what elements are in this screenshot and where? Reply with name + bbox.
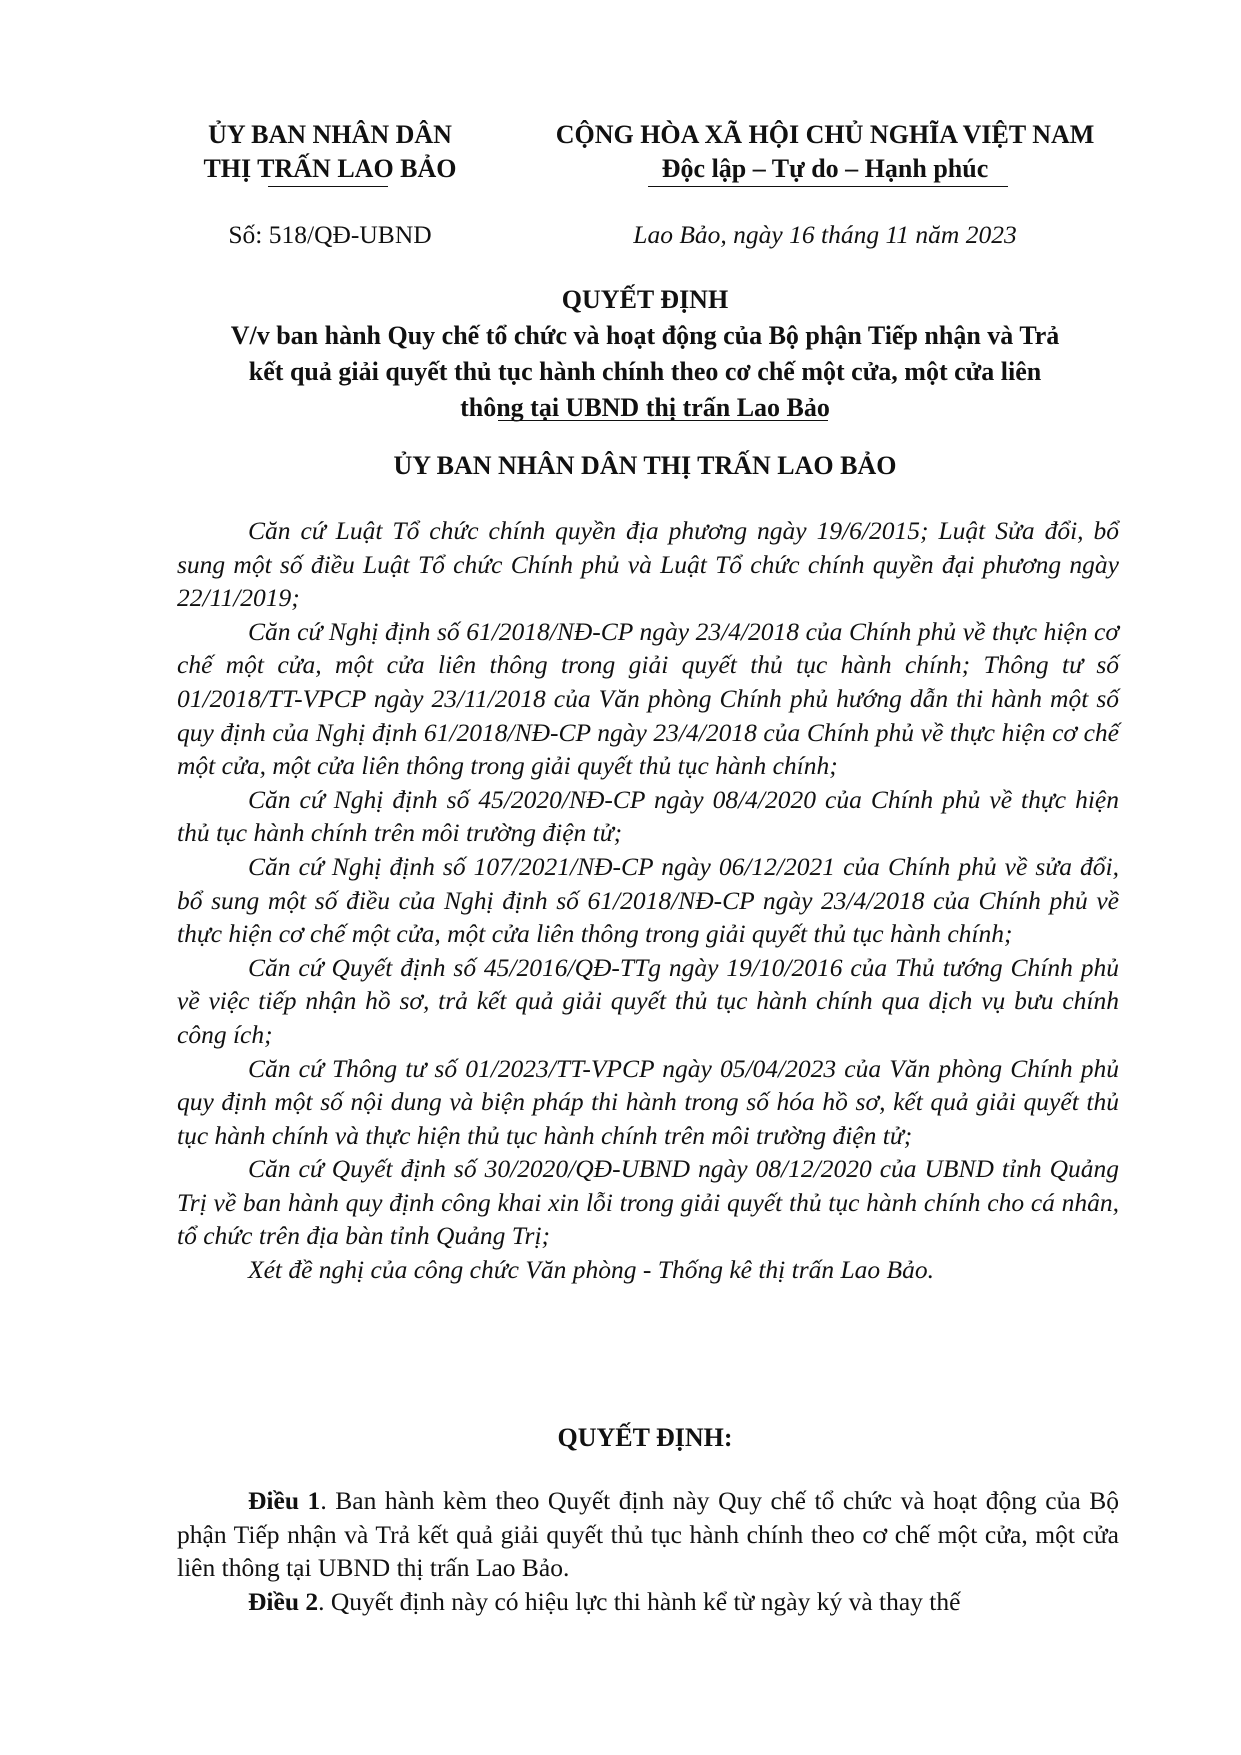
preamble-item: Căn cứ Nghị định số 61/2018/NĐ-CP ngày 23/4/2018 của Chính phủ về thực hiện cơ chế một cửa, một cửa liên thông trong giải quyết thủ tục hành chính; Thông tư số 01/2018/TT-VPCP ngày 23/11/2018 của Văn phòng Chính phủ hướng dẫn thi hành một số quy định của Nghị định 61/2018/NĐ-CP ngày 23/4/2018 của Chính phủ về thực hiện cơ chế một cửa, một cửa liên thông trong giải quyết thủ tục hành chính; [177,616,1119,781]
national-motto: Độc lập – Tự do – Hạnh phúc [661,154,989,183]
issuing-authority: ỦY BAN NHÂN DÂN THỊ TRẤN LAO BẢO [393,451,897,480]
article-2-text: . Quyết định này có hiệu lực thi hành kể từ ngày ký và thay thế [318,1586,961,1616]
national-motto-block [530,118,1120,186]
subject-line-2: kết quả giải quyết thủ tục hành chính theo cơ chế một cửa, một cửa liên [248,357,1042,386]
article-1-label: Điều 1 [248,1486,321,1515]
title-underline [498,420,828,421]
article-1-text: . Ban hành kèm theo Quyết định này Quy chế tổ chức và hoạt động của Bộ phận Tiếp nhận và Trả kết quả giải quyết thủ tục hành chính theo cơ chế một cửa, một cửa liên thông tại UBND thị trấn Lao Bảo. [177,1486,1119,1583]
document-number: Số: 518/QĐ-UBND [228,220,432,249]
article-1 [177,1484,1119,1585]
motto-underline [648,186,1008,187]
subject-line-3: thông tại UBND thị trấn Lao Bảo [460,393,830,422]
article-2 [177,1585,1119,1619]
subject-line-1: V/v ban hành Quy chế tổ chức và hoạt động của Bộ phận Tiếp nhận và Trả [230,321,1060,350]
article-2-label: Điều 2 [248,1586,319,1616]
decision-heading: QUYẾT ĐỊNH: [557,1423,733,1452]
preamble-item: Xét đề nghị của công chức Văn phòng - Thống kê thị trấn Lao Bảo. [248,1255,935,1285]
agency-block [180,118,480,186]
agency-underline [268,186,388,187]
preamble-item: Căn cứ Quyết định số 30/2020/QĐ-UBND ngày 08/12/2020 của UBND tỉnh Quảng Trị về ban hành quy định công khai xin lỗi trong giải quyết thủ tục hành chính cho cá nhân, tổ chức trên địa bàn tỉnh Quảng Trị; [177,1154,1119,1251]
agency-name-line2: THỊ TRẤN LAO BẢO [203,154,457,183]
preamble-item: Căn cứ Nghị định số 45/2020/NĐ-CP ngày 08/4/2020 của Chính phủ về thực hiện thủ tục hành chính trên môi trường điện tử; [177,784,1119,848]
decision-title: QUYẾT ĐỊNH [561,285,729,314]
preamble-item: Căn cứ Thông tư số 01/2023/TT-VPCP ngày 05/04/2023 của Văn phòng Chính phủ quy định một số nội dung và biện pháp thi hành trong số hóa hồ sơ, kết quả giải quyết thủ tục hành chính và thực hiện thủ tục hành chính trên môi trường điện tử; [177,1053,1119,1150]
agency-name-line1: ỦY BAN NHÂN DÂN [208,120,452,149]
national-name: CỘNG HÒA XÃ HỘI CHỦ NGHĨA VIỆT NAM [555,120,1095,149]
preamble-item: Căn cứ Luật Tổ chức chính quyền địa phương ngày 19/6/2015; Luật Sửa đổi, bổ sung một số điều Luật Tổ chức Chính phủ và Luật Tổ chức chính quyền đại phương ngày 22/11/2019; [177,516,1119,613]
preamble-item: Căn cứ Nghị định số 107/2021/NĐ-CP ngày 06/12/2021 của Chính phủ về sửa đổi, bổ sung một số điều của Nghị định số 61/2018/NĐ-CP ngày 23/4/2018 của Chính phủ về thực hiện cơ chế một cửa, một cửa liên thông trong giải quyết thủ tục hành chính; [177,851,1119,949]
place-date: Lao Bảo, ngày 16 tháng 11 năm 2023 [633,220,1017,249]
decision-title-block [160,282,1130,426]
articles [177,1484,1119,1618]
preamble [177,514,1119,1287]
preamble-item: Căn cứ Quyết định số 45/2016/QĐ-TTg ngày 19/10/2016 của Thủ tướng Chính phủ về việc tiếp nhận hồ sơ, trả kết quả giải quyết thủ tục hành chính qua dịch vụ bưu chính công ích; [177,952,1119,1049]
